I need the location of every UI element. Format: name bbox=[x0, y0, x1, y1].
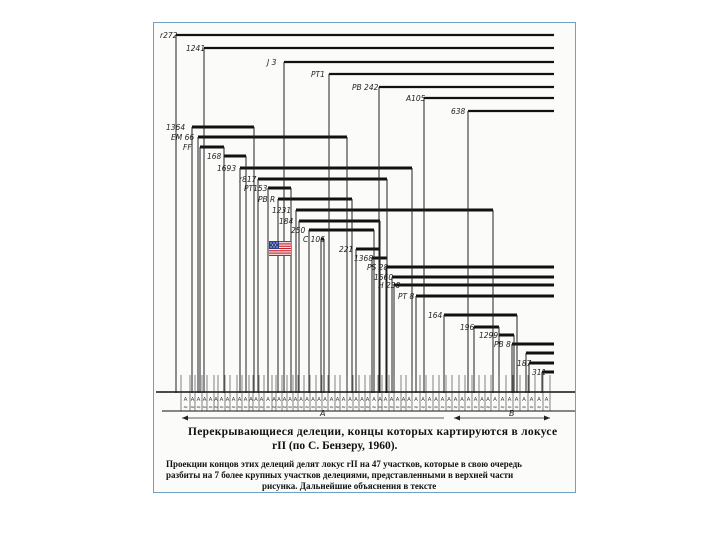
deletion-label: 250 bbox=[291, 226, 306, 235]
segment-mark: ≈ bbox=[259, 405, 264, 411]
segment-mark: A bbox=[348, 397, 352, 403]
segment-mark: A bbox=[311, 397, 315, 403]
segment-mark: ≈ bbox=[293, 405, 298, 411]
segment-mark: ≈ bbox=[466, 405, 471, 411]
segment-mark: A bbox=[305, 397, 309, 403]
segment-mark: ≈ bbox=[271, 405, 277, 411]
segment-mark: ≈ bbox=[514, 405, 519, 411]
segment-mark: ≈ bbox=[395, 405, 400, 411]
deletion-label: 187 bbox=[517, 359, 532, 368]
deletion-label: 1299 bbox=[479, 331, 499, 340]
segment-mark: A bbox=[500, 397, 505, 403]
segment-mark: A bbox=[440, 397, 445, 403]
us-flag-icon bbox=[269, 241, 291, 256]
segment-mark: ≈ bbox=[440, 405, 445, 411]
segment-mark: A bbox=[427, 397, 432, 403]
segment-mark: A bbox=[243, 397, 248, 403]
deletion-label: 311 bbox=[532, 368, 547, 377]
segment-mark: ≈ bbox=[213, 405, 219, 411]
segment-mark: ≈ bbox=[243, 405, 248, 411]
segment-mark: A bbox=[453, 397, 458, 403]
segment-mark: ≈ bbox=[335, 405, 340, 411]
deletion-label: PT1 bbox=[311, 70, 325, 79]
segment-mark: A bbox=[214, 397, 218, 403]
deletion-label: 1368 bbox=[354, 254, 374, 263]
segment-mark: ≈ bbox=[310, 405, 316, 411]
segment-mark: A bbox=[522, 397, 526, 403]
segment-mark: A bbox=[219, 397, 224, 403]
segment-mark: A bbox=[360, 397, 364, 403]
segment-mark: ≈ bbox=[190, 405, 195, 411]
segment-mark: A bbox=[282, 397, 287, 403]
deletion-label: PS 28 bbox=[367, 263, 389, 272]
segment-mark: ≈ bbox=[365, 405, 370, 411]
caption-text-line: разбиты на 7 более крупных участков делециями, представленными в верхней части bbox=[166, 470, 514, 480]
segment-mark: A bbox=[323, 397, 327, 403]
segment-mark: A bbox=[473, 397, 478, 403]
segment-mark: ≈ bbox=[341, 405, 346, 411]
segment-mark: ≈ bbox=[276, 405, 282, 411]
deletion-label: J 3 bbox=[267, 58, 277, 67]
segment-mark: ≈ bbox=[492, 405, 498, 411]
deletion-label: EM 66 bbox=[171, 133, 195, 142]
segment-mark: A bbox=[434, 397, 438, 403]
segment-mark: A bbox=[447, 397, 451, 403]
segment-mark: A bbox=[493, 397, 497, 403]
segment-mark: ≈ bbox=[371, 405, 377, 411]
deletion-label: 168 bbox=[207, 152, 222, 161]
segment-mark: ≈ bbox=[413, 405, 419, 411]
deletion-label: C 106 bbox=[303, 235, 325, 244]
segment-mark: A bbox=[401, 397, 406, 403]
segment-mark: A bbox=[378, 397, 382, 403]
segment-b-label: B bbox=[509, 409, 515, 418]
segment-mark: ≈ bbox=[427, 405, 432, 411]
segment-b-arrowhead bbox=[454, 416, 460, 421]
deletion-label: 1231 bbox=[272, 206, 292, 215]
segment-mark: A bbox=[480, 397, 484, 403]
segment-mark: A bbox=[254, 397, 258, 403]
segment-mark: ≈ bbox=[304, 405, 310, 411]
segment-mark: ≈ bbox=[529, 405, 534, 411]
segment-mark: A bbox=[293, 397, 298, 403]
segment-mark: ≈ bbox=[507, 405, 512, 411]
segment-mark: A bbox=[231, 397, 236, 403]
deletion-label: PB 8 bbox=[494, 340, 511, 349]
segment-mark: A bbox=[460, 397, 464, 403]
segment-mark: A bbox=[225, 397, 230, 403]
segment-mark: ≈ bbox=[406, 405, 412, 411]
segment-mark: ≈ bbox=[459, 405, 465, 411]
segment-mark: A bbox=[514, 397, 519, 403]
deletion-label: 1364 bbox=[166, 123, 186, 132]
segment-mark: ≈ bbox=[485, 405, 491, 411]
segment-mark: A bbox=[237, 397, 242, 403]
segment-mark: A bbox=[395, 397, 400, 403]
segment-mark: ≈ bbox=[359, 405, 365, 411]
segment-mark: ≈ bbox=[521, 405, 527, 411]
segment-mark: ≈ bbox=[322, 405, 328, 411]
segment-mark: ≈ bbox=[196, 405, 201, 411]
segment-mark: ≈ bbox=[420, 405, 426, 411]
segment-mark: A bbox=[341, 397, 346, 403]
segment-mark: A bbox=[272, 397, 276, 403]
caption-text-line: рисунка. Дальнейшие объяснения в тексте bbox=[262, 481, 437, 491]
caption-title: Перекрывающиеся делеции, концы которых картируются в локусе bbox=[188, 426, 558, 438]
segment-mark: ≈ bbox=[253, 405, 259, 411]
caption-subtitle: rII (по С. Бензеру, 1960). bbox=[272, 440, 398, 452]
segment-mark: ≈ bbox=[248, 405, 254, 411]
deletion-label: 638 bbox=[451, 107, 466, 116]
deletion-label: FF bbox=[183, 143, 192, 152]
deletion-label: 1241 bbox=[186, 44, 206, 53]
deletion-label: 196 bbox=[460, 323, 475, 332]
deletion-label: PB R bbox=[258, 195, 276, 204]
deletion-label: 1693 bbox=[217, 164, 237, 173]
segment-mark: A bbox=[329, 397, 334, 403]
segment-mark: ≈ bbox=[446, 405, 452, 411]
segment-mark: ≈ bbox=[377, 405, 383, 411]
segment-mark: ≈ bbox=[500, 405, 505, 411]
segment-mark: A bbox=[407, 397, 411, 403]
segment-mark: ≈ bbox=[225, 405, 230, 411]
segment-a-label: A bbox=[320, 409, 326, 418]
caption-text-line: Проекции концов этих делеций делят локус rII на 47 участков, которые в свою очередь bbox=[166, 459, 522, 469]
segment-mark: ≈ bbox=[536, 405, 542, 411]
segment-mark: ≈ bbox=[544, 405, 549, 411]
segment-mark: A bbox=[466, 397, 471, 403]
segment-mark: A bbox=[249, 397, 253, 403]
segment-mark: A bbox=[372, 397, 376, 403]
deletion-label: PT 8 bbox=[398, 292, 415, 301]
deletion-map bbox=[154, 23, 575, 423]
deletion-label: r272 bbox=[160, 31, 178, 40]
segment-mark: ≈ bbox=[479, 405, 485, 411]
segment-mark: A bbox=[486, 397, 490, 403]
segment-mark: ≈ bbox=[237, 405, 242, 411]
segment-mark: A bbox=[414, 397, 418, 403]
segment-mark: ≈ bbox=[433, 405, 439, 411]
segment-mark: ≈ bbox=[316, 405, 322, 411]
segment-mark: A bbox=[183, 397, 188, 403]
segment-mark: A bbox=[507, 397, 512, 403]
segment-mark: A bbox=[335, 397, 340, 403]
segment-mark: A bbox=[389, 397, 394, 403]
segment-mark: A bbox=[277, 397, 281, 403]
segment-mark: A bbox=[365, 397, 370, 403]
segment-mark: ≈ bbox=[353, 405, 359, 411]
segment-mark: A bbox=[196, 397, 201, 403]
deletion-label: 1560 bbox=[374, 273, 394, 282]
segment-mark: ≈ bbox=[183, 405, 188, 411]
deletion-label: PT153 bbox=[244, 184, 268, 193]
segment-mark: ≈ bbox=[401, 405, 406, 411]
segment-mark: ≈ bbox=[282, 405, 287, 411]
segment-mark: ≈ bbox=[219, 405, 224, 411]
segment-mark: A bbox=[208, 397, 213, 403]
segment-mark: ≈ bbox=[208, 405, 213, 411]
segment-mark: ≈ bbox=[298, 405, 304, 411]
segment-mark: ≈ bbox=[347, 405, 353, 411]
segment-mark: A bbox=[288, 397, 292, 403]
figure-frame bbox=[153, 22, 576, 493]
segment-a-arrowhead bbox=[182, 416, 188, 421]
segment-mark: A bbox=[383, 397, 388, 403]
segment-mark: A bbox=[354, 397, 358, 403]
segment-mark: ≈ bbox=[473, 405, 478, 411]
segment-mark: ≈ bbox=[453, 405, 458, 411]
deletion-label: 184 bbox=[279, 217, 294, 226]
segment-mark: ≈ bbox=[287, 405, 293, 411]
deletion-label: A105 bbox=[406, 94, 426, 103]
segment-mark: A bbox=[190, 397, 195, 403]
segment-mark: ≈ bbox=[231, 405, 236, 411]
deletion-label: PB 242 bbox=[352, 83, 379, 92]
segment-mark: ≈ bbox=[389, 405, 394, 411]
segment-mark: A bbox=[529, 397, 534, 403]
segment-mark: A bbox=[299, 397, 303, 403]
segment-mark: A bbox=[259, 397, 264, 403]
segment-mark: A bbox=[544, 397, 549, 403]
deletion-label: H 230 bbox=[378, 281, 401, 290]
deletion-label: r817 bbox=[239, 175, 257, 184]
segment-mark: A bbox=[317, 397, 321, 403]
deletion-label: 221 bbox=[339, 245, 354, 254]
segment-mark: A bbox=[266, 397, 270, 403]
deletion-label: 164 bbox=[428, 311, 443, 320]
segment-mark: A bbox=[421, 397, 425, 403]
segment-mark: A bbox=[202, 397, 207, 403]
segment-mark: A bbox=[537, 397, 541, 403]
segment-mark: ≈ bbox=[329, 405, 334, 411]
segment-mark: ≈ bbox=[202, 405, 207, 411]
segment-mark: ≈ bbox=[265, 405, 271, 411]
segment-mark: ≈ bbox=[383, 405, 388, 411]
segment-b-arrowhead bbox=[544, 416, 550, 421]
